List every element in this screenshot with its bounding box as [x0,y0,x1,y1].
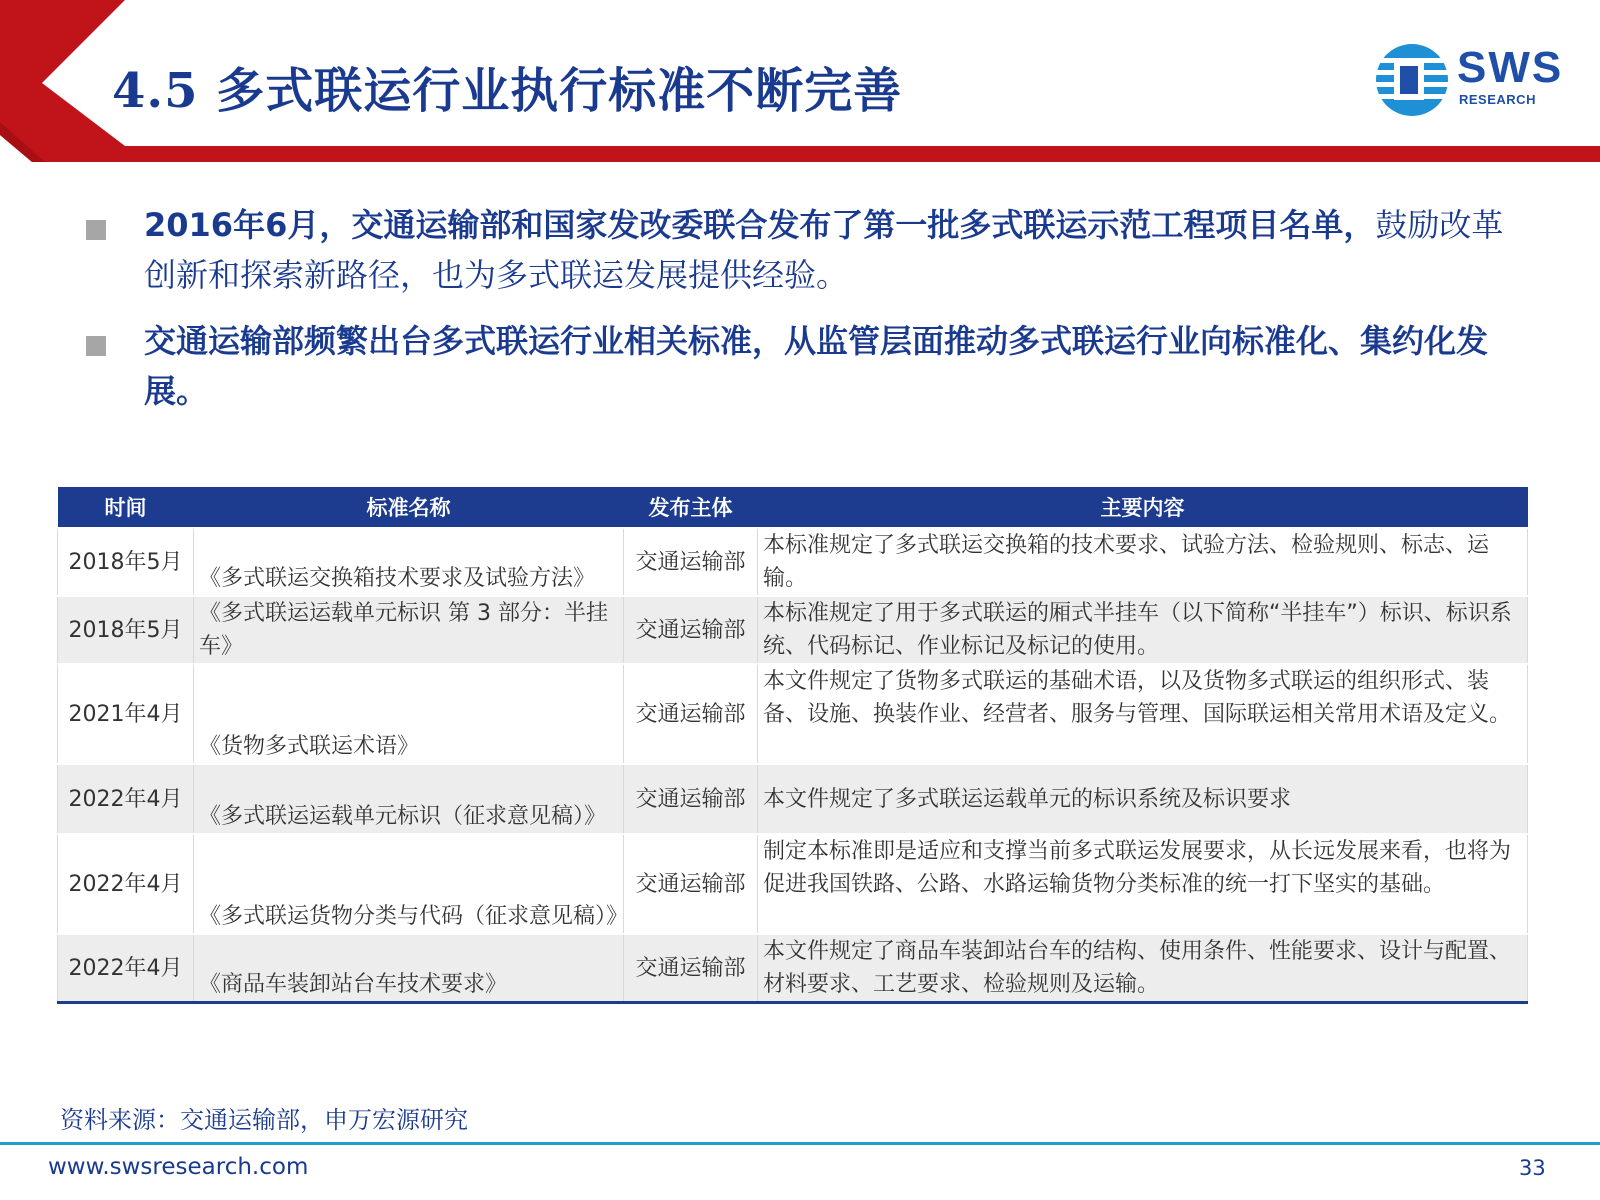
cell-content: 本标准规定了用于多式联运的厢式半挂车（以下简称“半挂车”）标识、标识系统、代码标记、作业标记及标记的使用。 [758,596,1528,664]
cell-time: 2022年4月 [58,834,194,934]
sws-research-logo [1372,40,1572,120]
cell-publisher: 交通运输部 [624,934,758,1003]
cell-publisher: 交通运输部 [624,596,758,664]
cell-content: 本文件规定了商品车装卸站台车的结构、使用条件、性能要求、设计与配置、材料要求、工艺要求、检验规则及运输。 [758,934,1528,1003]
cell-content: 本文件规定了货物多式联运的基础术语，以及货物多式联运的组织形式、装备、设施、换装作业、经营者、服务与管理、国际联运相关常用术语及定义。 [758,664,1528,764]
cell-name: 《货物多式联运术语》 [194,664,624,764]
bullet-text [144,200,1526,300]
cell-name: 《商品车装卸站台车技术要求》 [194,934,624,1003]
bullet-strong-text: 2016年6月，交通运输部和国家发改委联合发布了第一批多式联运示范工程项目名单， [144,206,1376,244]
table-row [58,764,1528,834]
cell-publisher: 交通运输部 [624,664,758,764]
bullet-strong-text: 交通运输部频繁出台多式联运行业相关标准，从监管层面推动多式联运行业向标准化、集约化发展。 [144,322,1489,410]
cell-content: 本标准规定了多式联运交换箱的技术要求、试验方法、检验规则、标志、运输。 [758,528,1528,596]
column-header-publisher: 发布主体 [624,487,758,528]
cell-publisher: 交通运输部 [624,764,758,834]
table-row [58,934,1528,1003]
table-row [58,528,1528,596]
cell-time: 2022年4月 [58,934,194,1003]
logo-text: SWS [1457,43,1564,92]
cell-name: 《多式联运运载单元标识 第 3 部分：半挂车》 [194,596,624,664]
cell-content: 制定本标准即是适应和支撑当前多式联运发展要求，从长远发展来看，也将为促进我国铁路、公路、水路运输货物分类标准的统一打下坚实的基础。 [758,834,1528,934]
table-row [58,596,1528,664]
cell-publisher: 交通运输部 [624,528,758,596]
logo-subtext: RESEARCH [1459,92,1536,107]
cell-name: 《多式联运交换箱技术要求及试验方法》 [194,528,624,596]
bullet-item [86,200,1526,300]
column-header-content: 主要内容 [758,487,1528,528]
cell-publisher: 交通运输部 [624,834,758,934]
sws-globe-icon [1372,40,1452,120]
table-row [58,664,1528,764]
cell-name: 《多式联运运载单元标识（征求意见稿）》 [194,764,624,834]
square-bullet-icon [86,220,106,240]
bullet-item [86,316,1526,416]
page-number: 33 [1519,1156,1546,1180]
bullet-list [86,200,1526,432]
bullet-text [144,316,1526,416]
cell-time: 2022年4月 [58,764,194,834]
page-title: 4.5 多式联运行业执行标准不断完善 [112,63,903,119]
cell-time: 2018年5月 [58,596,194,664]
table-header-row [58,487,1528,528]
standards-table [57,487,1527,1004]
column-header-name: 标准名称 [194,487,624,528]
footer-url: www.swsresearch.com [48,1154,309,1180]
cell-content: 本文件规定了多式联运运载单元的标识系统及标识要求 [758,764,1528,834]
column-header-time: 时间 [58,487,194,528]
source-note: 资料来源：交通运输部，申万宏源研究 [60,1106,468,1134]
table-row [58,834,1528,934]
cell-time: 2021年4月 [58,664,194,764]
footer-divider [0,1142,1600,1145]
cell-name: 《多式联运货物分类与代码（征求意见稿）》 [194,834,624,934]
cell-time: 2018年5月 [58,528,194,596]
square-bullet-icon [86,336,106,356]
bullet-normal-text: 鼓励改革创新和探索新路径，也为多式联运发展提供经验。 [144,206,1504,294]
